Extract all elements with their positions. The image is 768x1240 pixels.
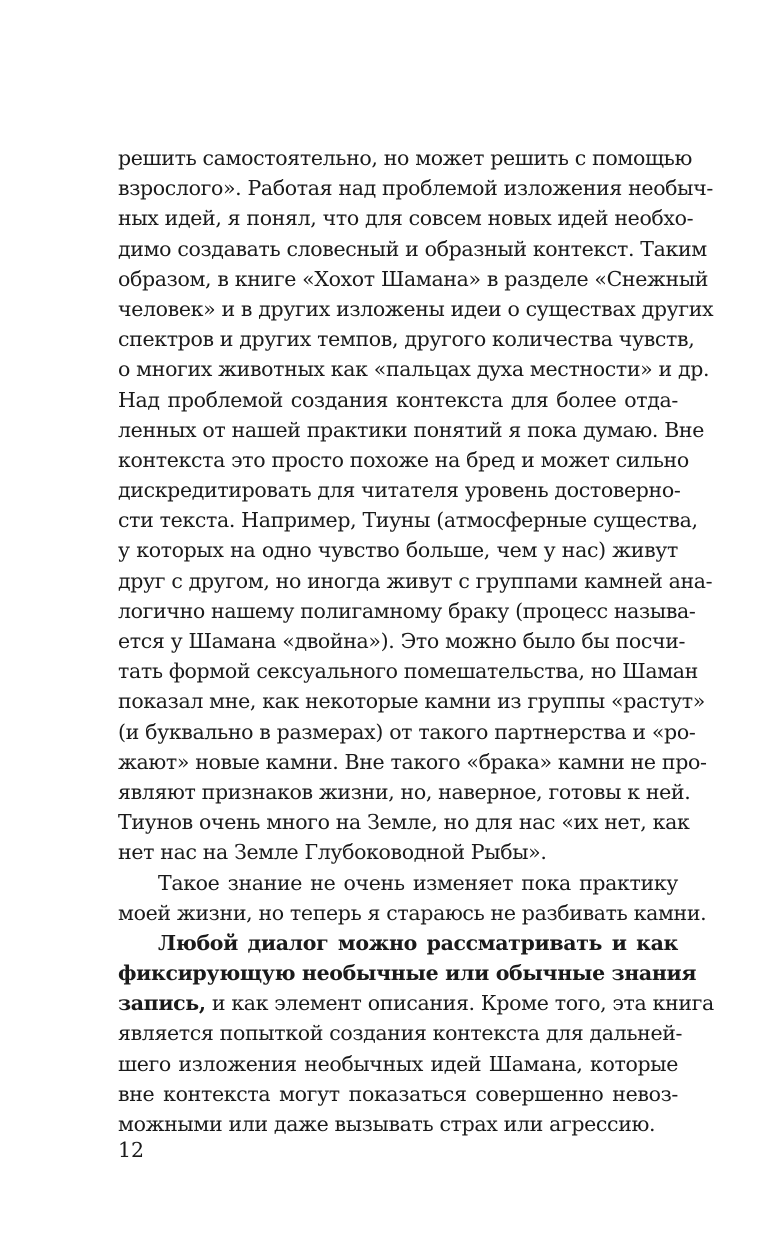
text-line: нет нас на Земле Глубоководной Рыбы». [118, 840, 547, 865]
text-line: Такое знание не очень изменяет пока практику [158, 870, 678, 895]
text-line [118, 988, 714, 1018]
text-line: дискредитировать для читателя уровень достоверно- [118, 478, 681, 503]
paragraph-1 [118, 143, 714, 868]
text-line: ется у Шамана «двойна»). Это можно было бы посчи- [118, 629, 686, 653]
text-line: моей жизни, но теперь я стараюсь не разбивать камни. [118, 900, 707, 925]
text-line: образом, в книге «Хохот Шамана» в разделе «Снежный [118, 266, 709, 291]
bold-text-line: фиксирующую необычные или обычные знания [118, 961, 697, 986]
text-line: ленных от нашей практики понятий я пока думаю. Вне [118, 417, 705, 442]
text-line: у которых на одно чувство больше, чем у нас) живут [118, 538, 678, 563]
text-line: является попыткой создания контекста для дальней- [118, 1021, 683, 1046]
text-line: о многих животных как «пальцах духа местности» и др. [118, 357, 710, 382]
text-line: спектров и других темпов, другого количества чувств, [118, 327, 695, 352]
bold-text-span: запись, [118, 991, 206, 1016]
text-line: димо создавать словесный и образный контекст. Таким [118, 236, 707, 261]
text-line: Над проблемой создания контекста для более отда- [118, 387, 678, 412]
text-line: можными или даже вызывать страх или агрессию. [118, 1112, 656, 1136]
text-line: (и буквально в размерах) от такого партнерства и «ро- [118, 719, 696, 744]
paragraph-2 [118, 868, 707, 928]
text-line: логично нашему полигамному браку (процесс называ- [118, 598, 696, 623]
text-line: жают» новые камни. Вне такого «брака» камни не про- [118, 749, 707, 774]
text-line: решить самостоятельно, но может решить с помощью [118, 146, 692, 170]
text-line: вне контекста могут показаться совершенно невоз- [118, 1081, 678, 1106]
text-line: ных идей, я понял, что для совсем новых идей необхо- [118, 206, 694, 231]
text-line: друг с другом, но иногда живут с группами камней ана- [118, 568, 713, 593]
text-line: взрослого». Работая над проблемой изложения необыч- [118, 176, 713, 201]
text-line: контекста это просто похоже на бред и может сильно [118, 447, 689, 472]
paragraph-3 [118, 928, 714, 1139]
text-line: Тиунов очень много на Земле, но для нас «их нет, как [118, 810, 690, 835]
text-line: показал мне, как некоторые камни из группы «растут» [118, 689, 705, 714]
text-span: и как элемент описания. Кроме того, эта книга [205, 991, 714, 1016]
bold-text-line: Любой диалог можно рассматривать и как [158, 930, 678, 955]
text-line: тать формой сексуального помешательства, но Шаман [118, 659, 698, 684]
text-line: человек» и в других изложены идеи о существах других [118, 296, 714, 321]
page-text-block [118, 143, 714, 1139]
text-line: являют признаков жизни, но, наверное, готовы к ней. [118, 779, 691, 804]
text-line: шего изложения необычных идей Шамана, которые [118, 1051, 678, 1076]
page-number: 12 [118, 1138, 145, 1162]
text-line: сти текста. Например, Тиуны (атмосферные существа, [118, 508, 698, 533]
